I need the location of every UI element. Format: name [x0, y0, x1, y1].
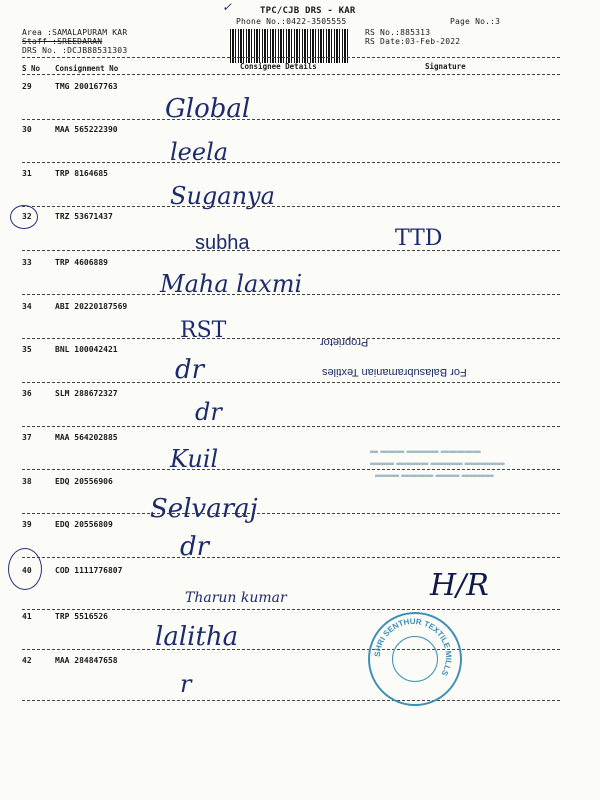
row-consignment: TRP 4606889 [55, 258, 108, 267]
col-signature: Signature [425, 62, 466, 71]
divider [22, 513, 560, 514]
faded-stamp-line: ▬▬▬ ▬▬▬▬ ▬▬▬ ▬▬▬▬ [375, 470, 494, 479]
row-consignment: ABI 20220187569 [55, 302, 128, 311]
handwritten-name: dr [175, 355, 205, 385]
row-consignment: TRP 8164685 [55, 169, 108, 178]
row-sno: 33 [22, 258, 32, 267]
staff-label: Staff :SREEDARAN [22, 37, 103, 46]
row-consignment: MAA 565222390 [55, 125, 118, 134]
seal-text: SHRI SENTHUR TEXTILE MILLS [372, 616, 454, 678]
divider [22, 250, 560, 251]
row-consignment: SLM 288672327 [55, 389, 118, 398]
handwritten-name: dr [180, 532, 210, 562]
row-consignment: TMG 200167763 [55, 82, 118, 91]
row-sno: 36 [22, 389, 32, 398]
row-consignment: TRZ 53671437 [55, 212, 113, 221]
handwritten-name: Maha laxmi [160, 270, 303, 298]
divider [22, 609, 560, 610]
row-sno: 35 [22, 345, 32, 354]
row-sno: 41 [22, 612, 32, 621]
handwritten-name: Global [165, 94, 251, 124]
document-title: TPC/CJB DRS - KAR [260, 6, 356, 16]
row-consignment: EDQ 20556906 [55, 477, 113, 486]
col-consignment: Consignment No [55, 64, 119, 73]
handwritten-name: dr [195, 398, 222, 426]
handwritten-name: leela [170, 138, 229, 166]
area-label: Area :SAMALAPURAM KAR [22, 28, 128, 37]
row-consignment: EDQ 20556809 [55, 520, 113, 529]
divider [22, 74, 560, 75]
rs-date: RS Date:03-Feb-2022 [365, 37, 461, 46]
row-consignment: BNL 100042421 [55, 345, 118, 354]
col-consignee: Consignee Details [240, 62, 317, 71]
divider [22, 469, 560, 470]
row-consignment: MAA 564202885 [55, 433, 118, 442]
row-sno: 40 [22, 566, 32, 575]
divider [22, 162, 560, 163]
proprietor-stamp: Proprietor [320, 336, 369, 348]
handwritten-name: Kuil [170, 445, 219, 473]
row-sno: 29 [22, 82, 32, 91]
divider [22, 649, 560, 650]
phone-number: Phone No.:0422-3505555 [236, 17, 347, 26]
row-sno: 39 [22, 520, 32, 529]
row-sno: 32 [22, 212, 32, 221]
divider [22, 700, 560, 701]
row-sno: 38 [22, 477, 32, 486]
faded-stamp-line: ▬ ▬▬▬ ▬▬▬▬ ▬▬▬▬▬ [370, 446, 481, 455]
divider [22, 119, 560, 120]
handwritten-name: Suganya [170, 182, 275, 210]
company-seal [368, 612, 462, 706]
row-sno: 42 [22, 656, 32, 665]
handwritten-name: subha [195, 232, 250, 254]
row-sno: 30 [22, 125, 32, 134]
divider [22, 338, 560, 339]
page-number: Page No.:3 [450, 17, 501, 26]
divider [22, 294, 560, 295]
row-sno: 34 [22, 302, 32, 311]
handwritten-name: Selvaraj [150, 494, 258, 524]
handwritten-name: Tharun kumar [185, 590, 287, 606]
col-sno: S No [22, 64, 41, 73]
divider [22, 426, 560, 427]
signature-scribble: TTD [395, 226, 443, 251]
seal-inner-ring [392, 636, 438, 682]
row-sno: 37 [22, 433, 32, 442]
divider [22, 557, 560, 558]
drs-number: DRS No. :DCJB88531303 [22, 46, 128, 55]
company-stamp: For Balasubramanian Textiles [322, 366, 467, 378]
handwritten-name: r [180, 670, 192, 698]
row-consignment: TRP 5516526 [55, 612, 108, 621]
handwritten-name: RST [180, 318, 227, 343]
rs-number: RS No.:885313 [365, 28, 431, 37]
divider [22, 206, 560, 207]
faded-stamp-line: ▬▬▬ ▬▬▬▬ ▬▬▬▬ ▬▬▬▬▬ [370, 458, 505, 467]
row-consignment: COD 1111776807 [55, 566, 123, 575]
row-consignment: MAA 284847658 [55, 656, 118, 665]
row-sno: 31 [22, 169, 32, 178]
tick-mark-icon: ✓ [222, 0, 233, 14]
handwritten-name: lalitha [155, 622, 239, 652]
divider [22, 382, 560, 383]
divider [22, 57, 560, 58]
signature-scribble: H/R [430, 568, 489, 603]
